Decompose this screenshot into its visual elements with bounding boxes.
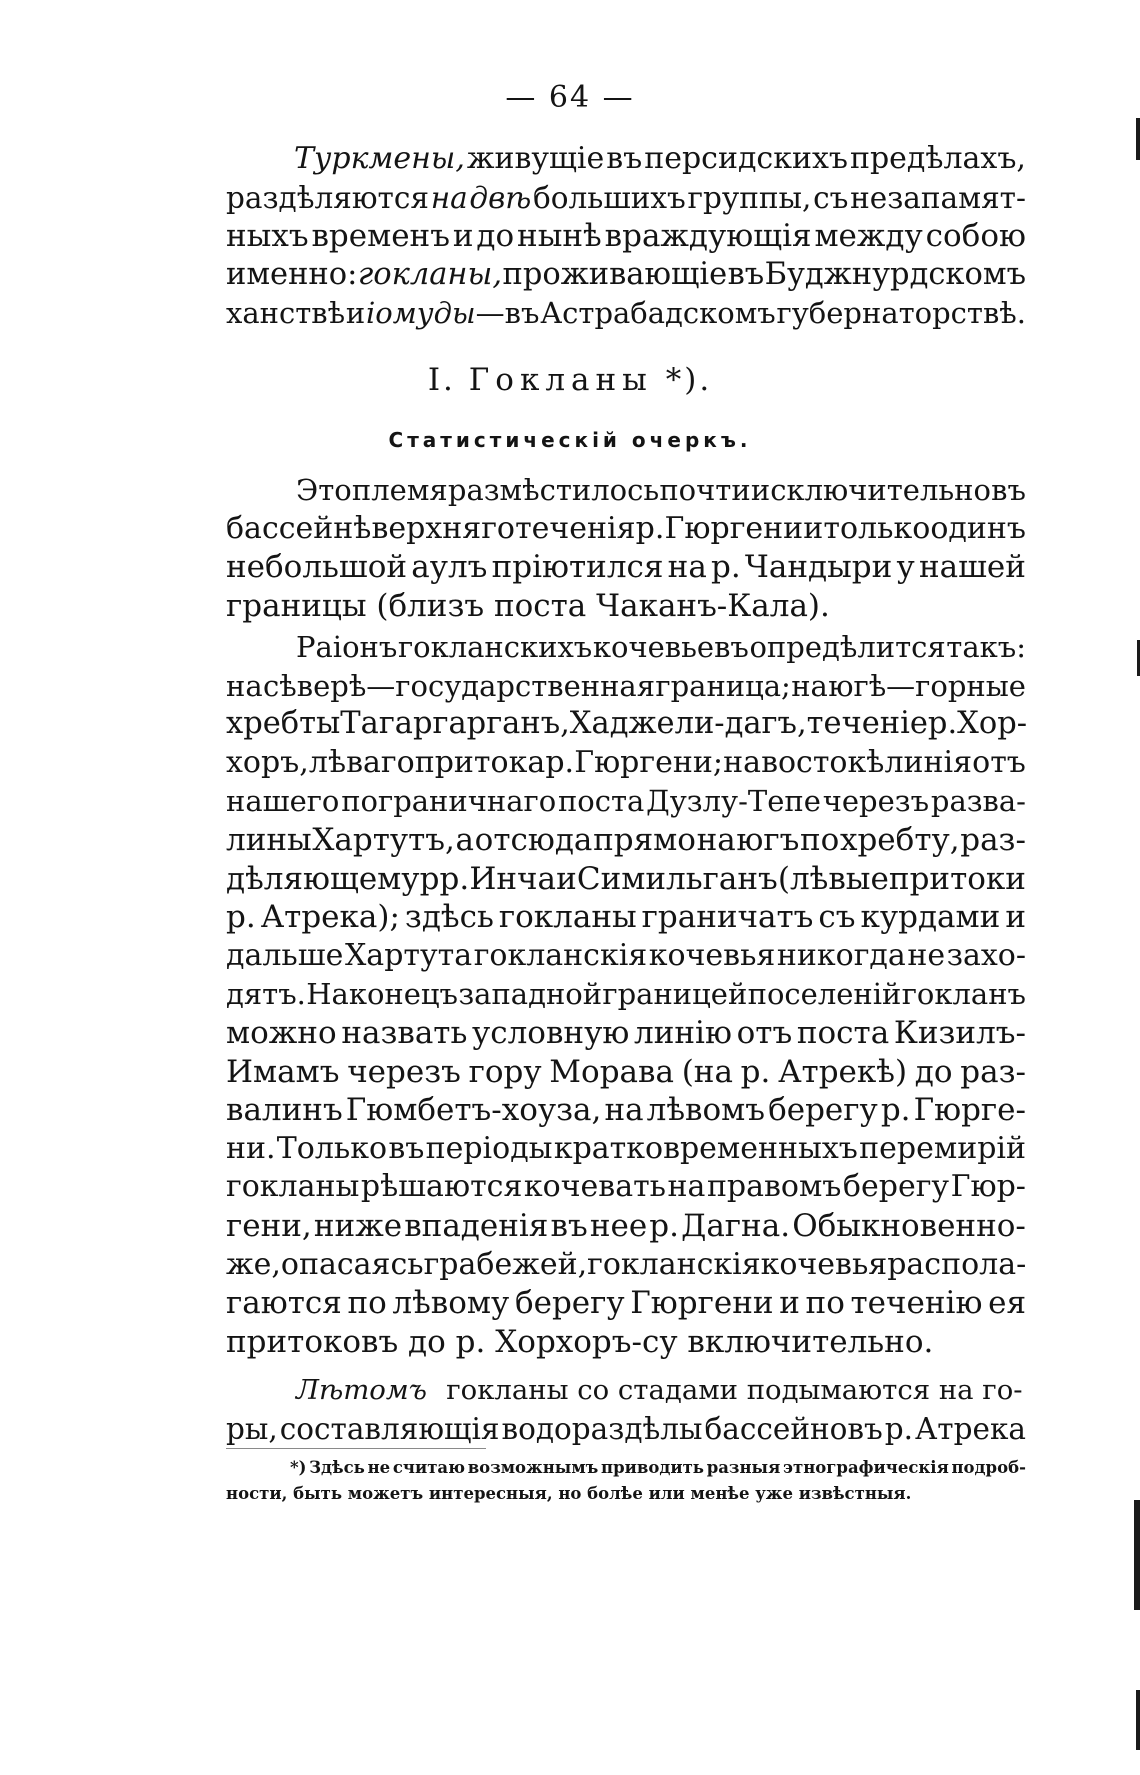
line-text: притоковъ до р. Хорхоръ-су включительно. <box>226 1323 934 1360</box>
text-line <box>226 471 1026 510</box>
text-line <box>226 1168 1026 1207</box>
line-text: гаются по лѣвому берегу Гюргени и по теченію ея <box>226 1285 1026 1322</box>
word: ныхъ <box>226 218 309 255</box>
text-line <box>226 744 1026 783</box>
text-line <box>226 587 1026 626</box>
text-line <box>226 975 1026 1014</box>
footnote-divider <box>226 1448 486 1449</box>
line-text: *) Здѣсь не считаю возможнымъ приводить разныя этнографическія подроб- <box>290 1458 1026 1477</box>
line-text: бассейнѣ верхняго теченія р. Гюргени и только одинъ <box>226 510 1026 546</box>
word: Астрабадскомъ <box>540 296 776 331</box>
word: временъ <box>311 218 450 255</box>
text-line <box>226 628 1026 667</box>
word: незапамят- <box>850 180 1026 215</box>
term-turkmens: Туркмены, <box>294 141 465 176</box>
chapter-heading <box>0 362 1140 398</box>
text-line <box>226 1284 1026 1323</box>
line-text: Это племя размѣстилось почти исключительно въ <box>296 473 1026 507</box>
section-subtitle: Статистическій очеркъ. <box>388 428 752 452</box>
footnote-marker: *). <box>665 362 713 398</box>
word: Буджнурдскомъ <box>764 256 1026 292</box>
line-text: хребты Тагаргарганъ, Хаджели-дагъ, теченіе р. Хор- <box>226 706 1028 742</box>
word: до <box>476 218 515 255</box>
text-line <box>226 1207 1026 1246</box>
line-text: можно назвать условную линію отъ поста Кизилъ- <box>226 1014 1026 1051</box>
text-line <box>226 860 1026 899</box>
word: враждующія <box>604 218 812 255</box>
footnote-line <box>226 1481 1026 1507</box>
intro-line-4 <box>226 256 1026 295</box>
footnote-line <box>226 1455 1026 1481</box>
emphasis-word: двѣ <box>469 180 532 215</box>
line-text: ни. Только въ періоды кратковременныхъ перемирій <box>226 1130 1026 1166</box>
text-line <box>226 1130 1026 1169</box>
word: собою <box>925 218 1026 255</box>
text-line <box>226 1014 1026 1053</box>
word: въ <box>606 141 643 176</box>
text-line <box>226 1410 1026 1449</box>
scan-edge-mark <box>1134 1500 1140 1610</box>
intro-paragraph <box>226 140 1026 333</box>
paragraph-1 <box>226 471 1026 625</box>
line-text: же, опасаясь грабежей, гокланскія кочевья распола- <box>226 1246 1027 1282</box>
chapter-name: Гокланы <box>468 362 653 398</box>
text-line <box>226 1246 1026 1285</box>
chapter-numeral: I. <box>427 362 456 398</box>
text-line <box>226 898 1026 937</box>
word: нынѣ <box>517 218 602 255</box>
line-text: гокланы рѣшаются кочевать на правомъ берегу Гюр- <box>226 1169 1026 1205</box>
emphasis-word: на <box>430 180 468 215</box>
paragraph-2 <box>226 628 1026 1361</box>
term-goklans: гокланы, <box>357 256 503 292</box>
text-line <box>226 548 1026 587</box>
text-line <box>226 782 1026 821</box>
text-line <box>226 510 1026 549</box>
scan-edge-mark <box>1136 118 1140 160</box>
text-line <box>226 667 1026 706</box>
word: группы, <box>687 180 812 215</box>
text-line <box>226 1091 1026 1130</box>
text-line <box>226 1053 1026 1092</box>
word: живущіе <box>466 141 605 176</box>
term-yomuds: іомуды—въ <box>366 296 540 331</box>
line-text: лины Хартутъ, а отсюда прямо на югъ по хребту, раз- <box>226 821 1026 858</box>
text-line <box>226 705 1026 744</box>
word: персидскихъ <box>644 141 848 176</box>
word: между <box>814 218 923 255</box>
word: губернаторствѣ. <box>776 296 1026 331</box>
word: проживающіе <box>502 256 728 292</box>
line-text: нашего пограничнаго поста Дузлу-Тепе черезъ разва- <box>226 784 1026 819</box>
line-text: гени, ниже впаденія въ нее р. Дагна. Обыкновенно- <box>226 1207 1026 1244</box>
line-text: небольшой аулъ пріютился на р. Чандыри у нашей <box>226 549 1026 586</box>
text-line <box>226 1323 1026 1362</box>
line-text: на сѣверѣ—государственная граница; на югѣ—горные <box>226 668 1026 703</box>
line-text: р. Атрека); здѣсь гокланы граничатъ съ курдами и <box>226 899 1026 936</box>
text-line <box>226 821 1026 860</box>
line-text: границы (близъ поста Чаканъ-Кала). <box>226 587 830 624</box>
intro-line-5 <box>226 294 1026 333</box>
line-text: дятъ. Наконецъ западной границей поселеній гокланъ <box>226 977 1026 1012</box>
footnote <box>226 1455 1026 1507</box>
scan-edge-mark <box>1136 1690 1140 1750</box>
page-number: — 64 — <box>505 80 635 115</box>
line-text: дѣляющему рр. Инча и Симильганъ (лѣвые притоки <box>226 860 1026 897</box>
text-line <box>226 937 1026 976</box>
intro-line-2 <box>226 179 1026 218</box>
line-text: Раіонъ гокланскихъ кочевьевъ опредѣлится такъ: <box>296 630 1026 664</box>
paragraph-3 <box>226 1371 1026 1448</box>
text-line <box>226 1371 1026 1410</box>
word: въ <box>727 256 765 292</box>
word: и <box>452 218 474 255</box>
line-text: дальше Хартута гокланскія кочевья никогда не захо- <box>226 937 1026 973</box>
line-text: гокланы со стадами подымаются на го- <box>446 1374 1023 1406</box>
word: ханствѣ <box>226 296 346 331</box>
line-text: хоръ, лѣваго притока р. Гюргени; на востокѣ линія отъ <box>226 744 1026 780</box>
line-text: Имамъ черезъ гору Морава (на р. Атрекѣ) до раз- <box>226 1053 1026 1090</box>
term-summer: Лѣтомъ <box>296 1374 427 1406</box>
intro-line-3 <box>226 217 1026 256</box>
word: большихъ <box>533 180 686 215</box>
line-text: ры, составляющія водораздѣлы бассейновъ р. Атрека <box>226 1411 1026 1446</box>
line-text: ности, быть можетъ интересныя, но болѣе или менѣе уже извѣстныя. <box>226 1484 912 1503</box>
word: именно: <box>226 256 358 292</box>
word: съ <box>813 180 849 215</box>
word: предѣлахъ, <box>849 141 1026 176</box>
intro-line-1 <box>226 140 1026 179</box>
word: и <box>345 296 366 331</box>
word: раздѣляются <box>226 180 429 215</box>
line-text: валинъ Гюмбетъ-хоуза, на лѣвомъ берегу р. Гюрге- <box>226 1092 1026 1129</box>
